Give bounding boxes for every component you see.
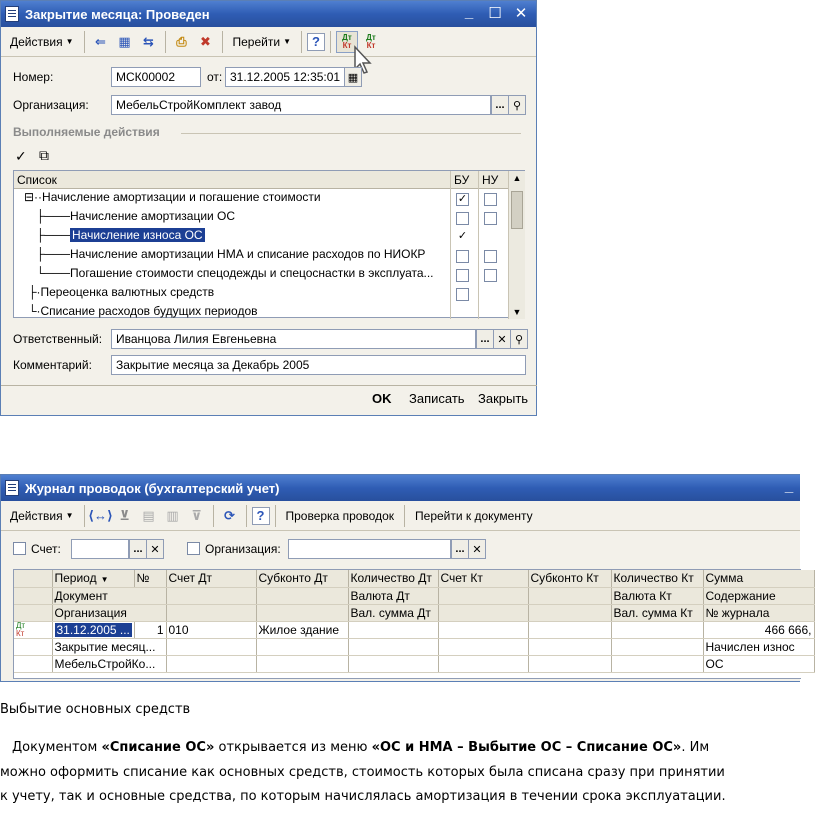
close-icon[interactable]: ✕ bbox=[514, 5, 528, 22]
filter-history-icon[interactable]: ▥ bbox=[166, 507, 179, 523]
select-ellipsis-button[interactable]: ... bbox=[476, 329, 494, 349]
check-postings-button[interactable]: Проверка проводок bbox=[285, 508, 395, 523]
window-title: Журнал проводок (бухгалтерский учет) bbox=[25, 480, 280, 496]
month-closing-window bbox=[0, 0, 537, 416]
scroll-up-icon[interactable]: ▲ bbox=[512, 173, 522, 183]
actions-list bbox=[13, 170, 525, 318]
nu-checkbox[interactable] bbox=[484, 193, 497, 206]
responsible-label: Ответственный: bbox=[13, 332, 103, 346]
list-item[interactable]: └───Погашение стоимости спецодежды и спецоснастки в эксплуата... bbox=[36, 266, 434, 280]
bu-checkbox[interactable]: ✓ bbox=[457, 193, 468, 205]
comment-label: Комментарий: bbox=[13, 358, 92, 372]
interval-icon[interactable]: ⟨↔⟩ bbox=[88, 507, 113, 523]
credit-subconto-header[interactable]: Субконто Кт bbox=[528, 570, 611, 587]
nu-checkbox[interactable] bbox=[484, 212, 497, 225]
postings-table bbox=[13, 569, 812, 679]
list-item[interactable]: ├───Начисление амортизации НМА и списание расходов по НИОКР bbox=[36, 247, 426, 261]
debit-account-cell[interactable]: 010 bbox=[166, 621, 256, 638]
goto-document-button[interactable]: Перейти к документу bbox=[415, 508, 533, 523]
post-icon[interactable]: ⇆ bbox=[143, 33, 154, 49]
list-item-selected[interactable]: ├─── Начисление износа ОС bbox=[36, 228, 203, 242]
period-cell: 31.12.2005 ... bbox=[56, 622, 130, 637]
document-icon bbox=[5, 480, 19, 496]
document-cell[interactable]: Закрытие месяц... bbox=[52, 638, 166, 655]
credit-currency-sum-header[interactable]: Вал. сумма Кт bbox=[611, 604, 703, 621]
organization-filter-field[interactable] bbox=[288, 539, 451, 559]
journal-cell[interactable]: ОС bbox=[703, 655, 814, 672]
clear-icon[interactable]: ✕ bbox=[146, 539, 164, 559]
help-button[interactable]: ? bbox=[252, 507, 270, 525]
posting-icon: Дт Кт bbox=[14, 621, 52, 638]
select-ellipsis-button[interactable]: ... bbox=[491, 95, 509, 115]
debit-currency-sum-header[interactable]: Вал. сумма Дт bbox=[348, 604, 438, 621]
document-icon bbox=[5, 6, 19, 22]
chevron-down-icon: ▼ bbox=[283, 37, 291, 46]
help-button[interactable]: ? bbox=[307, 33, 325, 51]
title-bar bbox=[1, 1, 536, 27]
title-bar bbox=[1, 475, 800, 501]
select-ellipsis-button[interactable]: ... bbox=[129, 539, 147, 559]
bu-checkbox[interactable] bbox=[456, 212, 469, 225]
dt-kt-report-icon[interactable]: Дт Кт bbox=[366, 32, 376, 50]
maximize-icon[interactable]: ☐ bbox=[488, 5, 502, 22]
copy-icon[interactable]: ⧉ bbox=[39, 147, 49, 163]
comment-field[interactable]: Закрытие месяца за Декабрь 2005 bbox=[111, 355, 526, 375]
content-cell[interactable]: Начислен износ bbox=[703, 638, 814, 655]
organization-label: Организация: bbox=[13, 98, 89, 112]
delete-mark-icon[interactable]: ✖ bbox=[200, 33, 211, 49]
scroll-thumb[interactable] bbox=[511, 191, 523, 229]
responsible-field[interactable]: Иванцова Лилия Евгеньевна bbox=[111, 329, 476, 349]
organization-header[interactable]: Организация bbox=[52, 604, 166, 621]
nu-header: НУ bbox=[482, 173, 499, 187]
debit-account-header[interactable]: Счет Дт bbox=[166, 570, 256, 587]
filter-list-icon[interactable]: ▤ bbox=[142, 507, 155, 523]
list-item[interactable]: ⊟··Начисление амортизации и погашение стоимости bbox=[24, 190, 321, 204]
journal-header[interactable]: № журнала bbox=[703, 604, 814, 621]
scrollbar[interactable] bbox=[509, 171, 525, 319]
number-field[interactable]: МСК00002 bbox=[111, 67, 201, 87]
number-header[interactable]: № bbox=[134, 570, 166, 587]
credit-currency-header[interactable]: Валюта Кт bbox=[611, 587, 703, 604]
paragraph-line-2: можно оформить списание как основных средств, стоимость которых была списана сразу при принятии bbox=[0, 765, 725, 780]
print-icon[interactable]: ⎙ bbox=[176, 33, 187, 49]
bu-header: БУ bbox=[454, 173, 470, 187]
bu-checkbox[interactable] bbox=[456, 250, 469, 263]
section-title: Выполняемые действия bbox=[13, 125, 160, 139]
list-item[interactable]: ├───Начисление амортизации ОС bbox=[36, 209, 236, 223]
clear-icon[interactable]: ✕ bbox=[468, 539, 486, 559]
bu-checkbox[interactable] bbox=[456, 288, 469, 301]
calendar-icon[interactable]: ▦ bbox=[344, 67, 362, 87]
debit-currency-header[interactable]: Валюта Дт bbox=[348, 587, 438, 604]
table-row[interactable] bbox=[14, 621, 814, 638]
save-button[interactable]: Записать bbox=[409, 391, 465, 406]
list-item[interactable]: ├·Переоценка валютных средств bbox=[28, 285, 215, 299]
nu-checkbox[interactable] bbox=[484, 250, 497, 263]
account-filter-field[interactable] bbox=[71, 539, 129, 559]
list-header: Список bbox=[17, 173, 57, 187]
paragraph-line-3: к учету, так и основные средства, по которым начислялась амортизация в течении срока эксплуатации. bbox=[0, 789, 726, 804]
filter-icon[interactable]: ⊻ bbox=[119, 507, 130, 523]
search-icon[interactable]: ⚲ bbox=[510, 329, 528, 349]
nu-checkbox[interactable] bbox=[484, 269, 497, 282]
account-filter-label: Счет: bbox=[31, 542, 61, 556]
actions-menu-button[interactable]: Действия ▼ bbox=[10, 508, 74, 523]
refresh-icon[interactable]: ⟳ bbox=[224, 507, 235, 523]
organization-filter-checkbox[interactable] bbox=[187, 542, 200, 555]
table-row[interactable] bbox=[14, 655, 814, 672]
goto-menu-button[interactable]: Перейти ▼ bbox=[232, 34, 291, 49]
structure-icon[interactable]: ▦ bbox=[118, 33, 131, 49]
back-arrow-icon[interactable]: ⇐ bbox=[95, 33, 106, 49]
window-title: Закрытие месяца: Проведен bbox=[25, 6, 210, 22]
clear-icon[interactable]: ✕ bbox=[493, 329, 511, 349]
paragraph-line-1: Документом «Списание ОС» открывается из меню «ОС и НМА – Выбытие ОС – Списание ОС». Им bbox=[12, 740, 710, 755]
chevron-down-icon: ▼ bbox=[100, 575, 109, 585]
credit-qty-header[interactable]: Количество Кт bbox=[611, 570, 703, 587]
content-header[interactable]: Содержание bbox=[703, 587, 814, 604]
chevron-down-icon: ▼ bbox=[65, 511, 74, 520]
from-label: от: bbox=[207, 70, 223, 84]
debit-subconto-cell[interactable]: Жилое здание bbox=[256, 621, 348, 638]
list-item[interactable]: └·Списание расходов будущих периодов bbox=[28, 304, 258, 318]
number-label: Номер: bbox=[13, 70, 54, 84]
organization-field[interactable]: МебельСтройКомплект завод bbox=[111, 95, 491, 115]
date-field[interactable]: 31.12.2005 12:35:01 bbox=[225, 67, 345, 87]
ok-button[interactable]: OK bbox=[372, 391, 392, 406]
select-ellipsis-button[interactable]: ... bbox=[451, 539, 469, 559]
chevron-down-icon: ▼ bbox=[65, 37, 74, 46]
check-all-icon[interactable]: ✓ bbox=[15, 148, 27, 164]
account-filter-checkbox[interactable] bbox=[13, 542, 26, 555]
number-cell[interactable]: 1 bbox=[134, 621, 166, 638]
toolbar bbox=[1, 27, 536, 57]
toolbar bbox=[1, 501, 800, 531]
clear-filter-icon[interactable]: ⊽ bbox=[191, 507, 202, 523]
credit-account-header[interactable]: Счет Кт bbox=[438, 570, 528, 587]
close-button[interactable]: Закрыть bbox=[478, 391, 529, 406]
dt-kt-postings-icon[interactable]: Дт Кт bbox=[336, 31, 358, 53]
organization-filter-label: Организация: bbox=[205, 542, 281, 556]
minimize-icon[interactable]: _ bbox=[464, 4, 474, 21]
separator bbox=[84, 31, 85, 53]
bu-checkbox[interactable] bbox=[456, 269, 469, 282]
actions-menu-button[interactable]: Действия ▼ bbox=[10, 34, 74, 49]
scroll-down-icon[interactable]: ▼ bbox=[512, 307, 522, 317]
search-icon[interactable]: ⚲ bbox=[508, 95, 526, 115]
section-heading: Выбытие основных средств bbox=[0, 702, 191, 717]
bu-checkbox[interactable]: ✓ bbox=[457, 230, 468, 242]
period-header[interactable]: Период ▼ bbox=[52, 570, 134, 587]
sum-cell[interactable]: 466 666, bbox=[703, 621, 814, 638]
debit-subconto-header[interactable]: Субконто Дт bbox=[256, 570, 348, 587]
debit-qty-header[interactable]: Количество Дт bbox=[348, 570, 438, 587]
table-row[interactable] bbox=[14, 638, 814, 655]
minimize-icon[interactable]: _ bbox=[784, 478, 794, 495]
sum-header[interactable]: Сумма bbox=[703, 570, 814, 587]
organization-cell[interactable]: МебельСтройКо... bbox=[52, 655, 166, 672]
postings-journal-window bbox=[0, 474, 812, 682]
document-header[interactable]: Документ bbox=[52, 587, 166, 604]
